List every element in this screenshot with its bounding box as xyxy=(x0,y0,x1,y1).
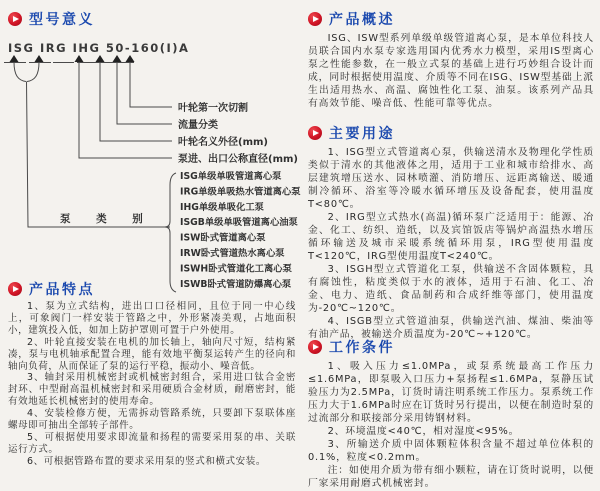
features-item: 1、泵为立式结构，进出口口径相同，且位于同一中心线上，可象阀门一样安装于管路之中，外形紧凑美观，占地面积小，建筑投入低，如加上防护罩则可置于户外使用。 xyxy=(8,301,296,336)
conditions-item: 1、吸入压力≤1.0MPa，或泵系统最高工作压力≤1.6MPa，即泵吸入口压力+泵扬程≤1.6MPa，泵静压试验压力为2.5MPa，订货时请注明系统工作压力。泵系统工作压力大于1.6MPa时应在订货时另行提出，以便在制造时泵的过流部分和联接部分采用铸钢材料。 xyxy=(308,361,594,424)
play-bullet-icon xyxy=(308,340,322,354)
arrow-up-icon xyxy=(96,55,105,62)
features-body xyxy=(8,301,296,468)
model-code-diagram xyxy=(4,34,304,296)
play-bullet-icon xyxy=(8,282,22,296)
play-bullet-icon xyxy=(8,12,22,26)
pump-type-item: IHG单级单吸化工泵 xyxy=(180,201,264,213)
play-bullet-icon xyxy=(308,12,322,26)
pump-type-item: IRW卧式管道热水离心泵 xyxy=(180,248,285,259)
arrow-up-icon xyxy=(10,55,19,62)
pump-type-item: ISW卧式管道离心泵 xyxy=(180,232,266,244)
uses-item: 2、IRG型立式热水(高温)循环泵广泛适用于：能源、冶金、化工、纺织、造纸，以及宾馆饭店等锅炉高温热水增压循环输送及城市采暖系统循环用泵，IRG型使用温度T<120℃，IRG型使用温度T<240℃。 xyxy=(308,212,594,262)
callout-port-diameter: 泵进、出口公称直径(mm) xyxy=(178,154,298,165)
conditions-item: 2、环境温度<40℃，相对湿度<95%。 xyxy=(327,426,520,437)
section-title-conditions: 工作条件 xyxy=(329,340,395,356)
features-item: 3、轴封采用机械密封或机械密封组合，采用进口钛合金密封环、中型耐高温机械密封和采用硬质合金材质，耐磨密封，能有效地延长机械密封的使用寿命。 xyxy=(8,372,296,408)
uses-item: 1、ISG型立式管道离心泵，供输送清水及物理化学性质类似于清水的其他液体之用，适用于工业和城市给排水、高层建筑增压送水、园林喷灌、消防增压、远距离输送、暖通制冷循环、浴室等冷暖水循环增压及设备配套，使用温度T<80℃。 xyxy=(308,147,594,210)
conditions-body xyxy=(308,360,594,490)
callout-flow-class: 流量分类 xyxy=(178,120,218,131)
callout-impeller-cut: 叶轮第一次切割 xyxy=(178,103,248,114)
pump-type-item: ISGB单级单吸管道离心油泵 xyxy=(180,217,298,229)
pump-category-label: 泵 类 别 xyxy=(60,213,154,225)
pump-type-item: IRG单级单吸热水管道离心泵 xyxy=(180,186,301,198)
overview-body xyxy=(308,32,594,110)
conditions-item: 3、所输送介质中固体颗粒体积含量不超过单位体积的0.1%，粒度<0.2mm。 xyxy=(308,439,594,463)
overview-paragraph: ISG、ISW型系列单级单级管道离心泵，是本单位科技人员联合国内水泵专家选用国内优秀水力模型，采用IS型离心泵之性能参数，在一般立式泵的基础上进行巧妙组合设计而成，同时根据使用温度、介质等不同在ISG、ISW型基础上派生出适用热水、高温、腐蚀性化工泵、油泵。该系列产品具有高效节能、噪音低、性能可靠等优点。 xyxy=(308,33,594,109)
section-features-header xyxy=(8,280,95,298)
features-item: 2、叶轮直接安装在电机的加长轴上，轴向尺寸短，结构紧凑，泵与电机轴承配置合理，能有效地平衡泵运转产生的径向和轴向负荷，从而保证了泵的运行平稳，振动小、噪音低。 xyxy=(8,336,296,372)
features-item: 5、可根据使用要求即流量和扬程的需要采用泵的串、关联运行方式。 xyxy=(8,431,296,455)
section-uses-header xyxy=(308,124,395,142)
uses-item: 3、ISGH型立式管道化工泵，供输送不含固体颗粒，具有腐蚀性，粘度类似于水的液体，适用于石油、化工、冶金、电力、造纸、食品制药和合成纤维等部门，使用温度为-20℃~120℃。 xyxy=(308,264,594,314)
conditions-note: 注：如使用介质为带有细小颗粒，请在订货时说明，以便厂家采用耐磨式机械密封。 xyxy=(308,465,594,489)
arrow-up-icon xyxy=(35,55,44,62)
pump-type-item: ISWH卧式管道化工离心泵 xyxy=(180,263,292,275)
arrow-up-icon xyxy=(75,55,84,62)
section-conditions-header xyxy=(308,338,395,356)
arrow-up-icon xyxy=(126,55,135,62)
pump-type-item: ISWB卧式管道防爆离心泵 xyxy=(180,278,292,290)
callout-impeller-diameter: 叶轮名义外径(mm) xyxy=(178,137,268,148)
arrow-up-icon xyxy=(113,55,122,62)
pump-type-item: ISG单级单吸管道离心泵 xyxy=(180,171,282,182)
features-item: 4、安装检修方便，无需拆动管路系统，只要卸下泵联体座螺母即可抽出全部转子部件。 xyxy=(8,408,296,432)
model-code: ISG IRG IHG 50-160(Ⅰ)A xyxy=(8,41,190,55)
section-overview-header xyxy=(308,10,395,28)
play-bullet-icon xyxy=(308,126,322,140)
section-title-model: 型号意义 xyxy=(29,12,95,28)
uses-body xyxy=(308,146,594,341)
section-title-uses: 主要用途 xyxy=(329,126,395,142)
features-item: 6、可根据管路布置的要求采用泵的竖式和横式安装。 xyxy=(27,455,266,467)
section-title-overview: 产品概述 xyxy=(329,12,395,28)
section-title-features: 产品特点 xyxy=(29,282,95,298)
section-model-header xyxy=(8,10,95,28)
uses-item: 4、ISGB型立式管道油泵，供输送汽油、煤油、柴油等有油产品，被输送介质温度为-20℃~+120℃。 xyxy=(308,316,594,340)
